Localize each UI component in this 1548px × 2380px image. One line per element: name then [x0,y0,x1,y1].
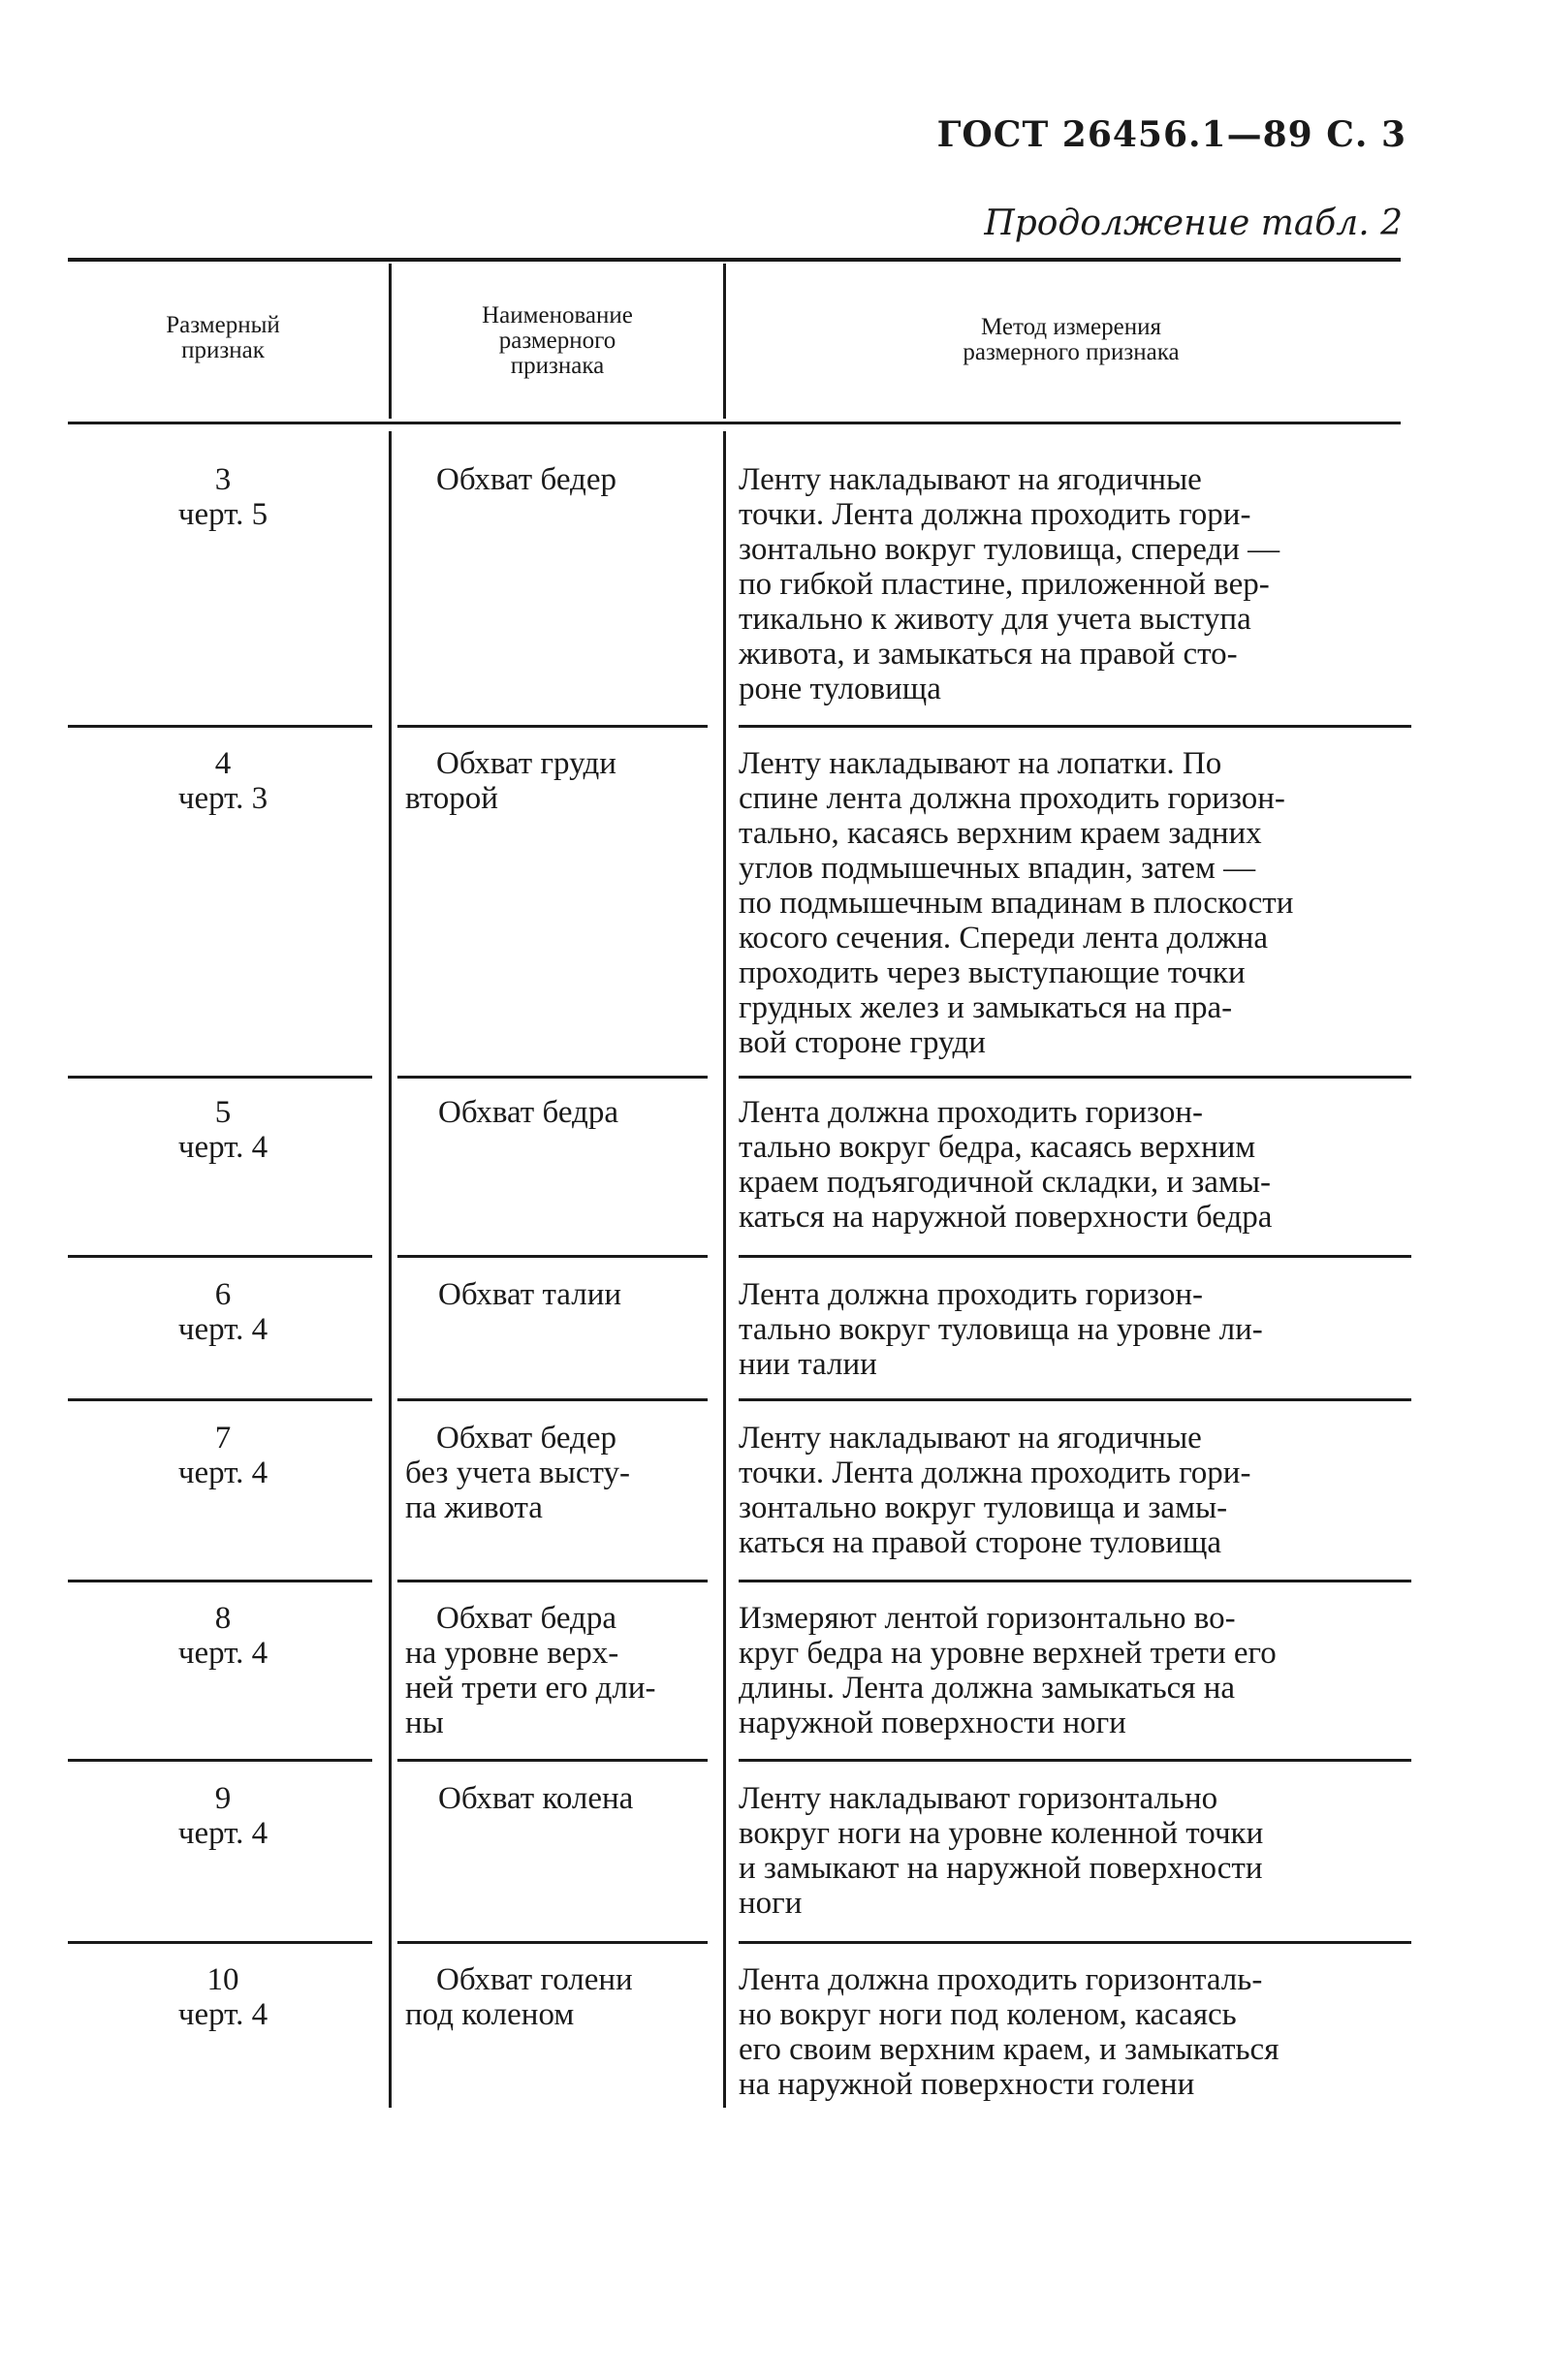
row-rule [739,1580,1411,1582]
header-line: Наименование [482,302,633,329]
method-line: углов подмышечных впадин, затем — [739,851,1256,886]
method-line: и замыкают на наружной поверхности [739,1851,1263,1886]
method-line: Лента должна проходить горизон- [739,1095,1204,1130]
method-line: косого сечения. Спереди лента должна [739,921,1269,955]
row-6-name [397,1277,717,1312]
method-line: Лента должна проходить горизонталь- [739,1962,1263,1997]
row-rule [397,725,708,728]
feature-drawing-ref: черт. 4 [177,1636,269,1671]
feature-number: 4 [214,746,232,781]
row-rule [68,1580,372,1582]
method-line: грудных желез и замыкаться на пра- [739,990,1233,1025]
row-8-feature [68,1601,378,1671]
row-8-method [739,1601,1411,1740]
header-bottom-rule [68,422,1401,424]
row-7-name [397,1421,717,1525]
method-line: круг бедра на уровне верхней трети его [739,1636,1277,1671]
document-header: ГОСТ 26456.1—89 С. 3 [936,114,1406,155]
method-line: наружной поверхности ноги [739,1706,1126,1740]
name-line: Обхват бедра [438,1095,618,1130]
row-rule [68,1398,372,1401]
method-line: краем подъягодичной складки, и замы- [739,1165,1271,1200]
row-7-feature [68,1421,378,1490]
row-rule [68,1076,372,1079]
method-line: его своим верхним краем, и замыкаться [739,2032,1279,2067]
method-line: точки. Лента должна проходить гори- [739,497,1251,532]
feature-drawing-ref: черт. 4 [177,1816,269,1851]
feature-number: 6 [214,1277,232,1312]
header-line: признака [510,353,605,379]
header-line: признак [181,337,265,363]
method-line: Измеряют лентой горизонтально во- [739,1601,1236,1636]
feature-number: 10 [206,1962,239,1997]
method-line: на наружной поверхности голени [739,2067,1195,2102]
name-line: ней трети его дли- [405,1671,656,1706]
name-line: Обхват талии [438,1277,622,1312]
method-line: тально вокруг бедра, касаясь верхним [739,1130,1256,1165]
name-line: Обхват колена [438,1781,634,1816]
name-line: ны [405,1706,444,1740]
row-rule [397,1580,708,1582]
method-line: нии талии [739,1347,877,1382]
header-line: размерного [498,328,616,354]
feature-drawing-ref: черт. 3 [177,781,269,816]
row-9-method [739,1781,1411,1921]
row-rule [68,1941,372,1944]
row-10-name [397,1962,717,2032]
column-divider-1-body [389,431,392,2108]
row-7-method [739,1421,1411,1560]
row-3-feature [68,462,378,532]
method-line: тально, касаясь верхним краем задних [739,816,1262,851]
row-rule [68,1255,372,1258]
feature-drawing-ref: черт. 4 [177,1130,269,1165]
method-line: Ленту накладывают горизонтально [739,1781,1218,1816]
row-10-feature [68,1962,378,2032]
method-line: роне туловища [739,672,941,706]
method-line: Ленту накладывают на ягодичные [739,462,1202,497]
name-line: под коленом [405,1997,575,2032]
method-line: Ленту накладывают на лопатки. По [739,746,1222,781]
name-line: па живота [405,1490,543,1525]
name-line: Обхват бедер [436,462,616,497]
row-rule [739,1255,1411,1258]
method-line: но вокруг ноги под коленом, касаясь [739,1997,1237,2032]
row-5-feature [68,1095,378,1165]
column-divider-1 [389,264,392,419]
method-line: Ленту накладывают на ягодичные [739,1421,1202,1456]
row-rule [739,1759,1411,1762]
row-rule [739,1398,1411,1401]
column-header-method [737,315,1406,365]
row-5-method [739,1095,1411,1235]
row-5-name [397,1095,717,1130]
feature-number: 8 [214,1601,232,1636]
method-line: точки. Лента должна проходить гори- [739,1456,1251,1490]
row-rule [397,1076,708,1079]
feature-drawing-ref: черт. 4 [177,1456,269,1490]
header-line: размерного признака [963,339,1180,365]
row-rule [68,725,372,728]
row-rule [397,1941,708,1944]
method-line: тально вокруг туловища на уровне ли- [739,1312,1263,1347]
column-header-feature-name [397,303,717,379]
row-4-method [739,746,1411,1060]
name-line: Обхват бедер [436,1421,616,1456]
method-line: ноги [739,1886,803,1921]
feature-number: 3 [214,462,232,497]
name-line: на уровне верх- [405,1636,619,1671]
row-10-method [739,1962,1411,2102]
row-rule [397,1759,708,1762]
row-rule [68,1759,372,1762]
method-line: живота, и замыкаться на правой сто- [739,637,1238,672]
table-top-rule [68,258,1401,262]
row-3-name [397,462,717,497]
method-line: Лента должна проходить горизон- [739,1277,1204,1312]
row-3-method [739,462,1411,706]
method-line: спине лента должна проходить горизон- [739,781,1285,816]
feature-number: 9 [214,1781,232,1816]
method-line: по подмышечным впадинам в плоскости [739,886,1294,921]
row-9-name [397,1781,717,1816]
method-line: вой стороне груди [739,1025,986,1060]
name-line: без учета высту- [405,1456,631,1490]
row-rule [739,1076,1411,1079]
header-line: Размерный [166,312,280,338]
row-6-method [739,1277,1411,1382]
method-line: каться на правой стороне туловища [739,1525,1221,1560]
method-line: по гибкой пластине, приложенной вер- [739,567,1270,602]
row-4-feature [68,746,378,816]
column-divider-2 [723,264,726,419]
name-line: Обхват груди [436,746,616,781]
row-9-feature [68,1781,378,1851]
row-4-name [397,746,717,816]
name-line: Обхват голени [436,1962,633,1997]
column-divider-2-body [723,431,726,2108]
feature-number: 7 [214,1421,232,1456]
header-line: Метод измерения [980,314,1161,340]
row-8-name [397,1601,717,1740]
row-6-feature [68,1277,378,1347]
feature-drawing-ref: черт. 4 [177,1997,269,2032]
name-line: Обхват бедра [436,1601,616,1636]
row-rule [739,725,1411,728]
method-line: вокруг ноги на уровне коленной точки [739,1816,1264,1851]
method-line: каться на наружной поверхности бедра [739,1200,1273,1235]
method-line: длины. Лента должна замыкаться на [739,1671,1236,1706]
feature-number: 5 [214,1095,232,1130]
row-rule [397,1398,708,1401]
row-rule [397,1255,708,1258]
feature-drawing-ref: черт. 4 [177,1312,269,1347]
method-line: тикально к животу для учета выступа [739,602,1251,637]
name-line: второй [405,781,498,816]
table-continuation-label: Продолжение табл. 2 [984,204,1403,243]
row-rule [739,1941,1411,1944]
method-line: зонтально вокруг туловища и замы- [739,1490,1228,1525]
method-line: проходить через выступающие точки [739,955,1246,990]
column-header-size-feature [68,313,378,363]
feature-drawing-ref: черт. 5 [177,497,269,532]
method-line: зонтально вокруг туловища, спереди — [739,532,1280,567]
